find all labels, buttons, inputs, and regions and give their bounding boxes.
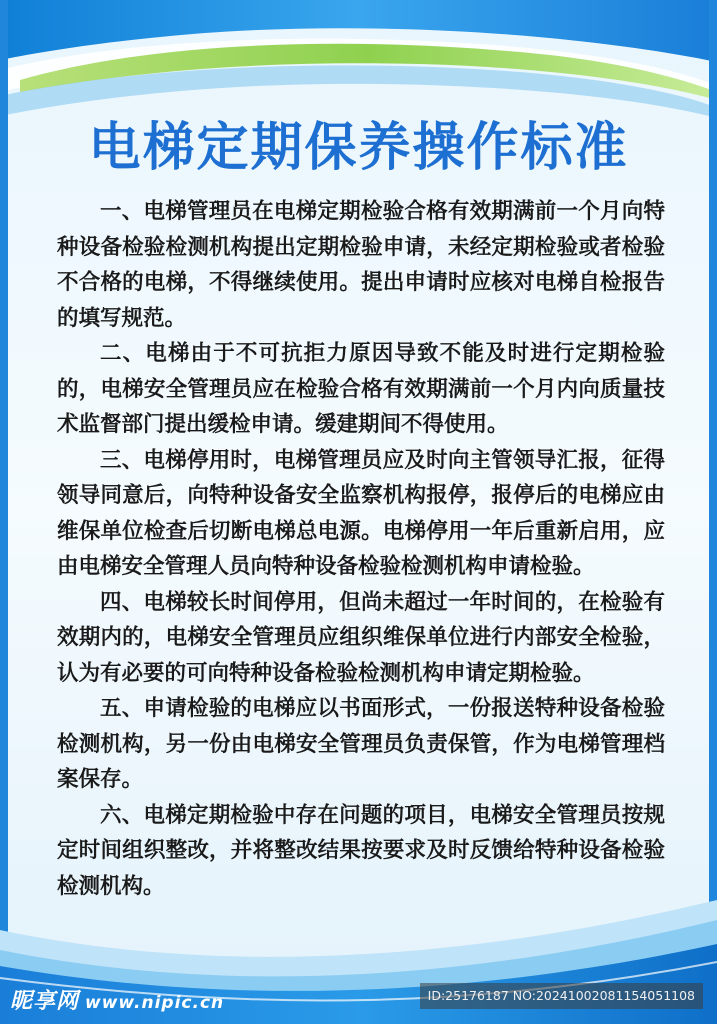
watermark-site: www.nipic.cn xyxy=(85,993,225,1013)
paragraph-3: 三、电梯停用时，电梯管理员应及时向主管领导汇报，征得领导同意后，向特种设备安全监察机构报停，报停后的电梯应由维保单位检查后切断电梯总电源。电梯停用一年后重新启用，应由电梯安全管理人员向特种设备检验检测机构申请检验。 xyxy=(57,447,665,579)
paragraph-2: 二、电梯由于不可抗拒力原因导致不能及时进行定期检验的，电梯安全管理员应在检验合格有效期满前一个月内向质量技术监督部门提出缓检申请。缓建期间不得使用。 xyxy=(57,341,665,437)
paragraph-1: 一、电梯管理员在电梯定期检验合格有效期满前一个月向特种设备检验检测机构提出定期检验申请，未经定期检验或者检验不合格的电梯，不得继续使用。提出申请时应核对电梯自检报告的填写规范。 xyxy=(57,199,665,331)
paragraph-5: 五、申请检验的电梯应以书面形式，一份报送特种设备检验检测机构，另一份由电梯安全管理员负责保管，作为电梯管理档案保存。 xyxy=(57,696,665,792)
page-title: 电梯定期保养操作标准 xyxy=(88,118,629,178)
watermark-logo xyxy=(10,984,224,1015)
paragraph-4: 四、电梯较长时间停用，但尚未超过一年时间的，在检验有效期内的，电梯安全管理员应组织维保单位进行内部安全检验，认为有必要的可向特种设备检验检测机构申请定期检验。 xyxy=(57,589,665,686)
body-content xyxy=(57,194,665,904)
watermark-logo-text: 昵享网 xyxy=(10,989,80,1014)
paragraph-6: 六、电梯定期检验中存在问题的项目，电梯安全管理员按规定时间组织整改，并将整改结果按要求及时反馈给特种设备检验检测机构。 xyxy=(57,802,665,899)
watermark-id: ID:25176187 NO:20241002081154051108 xyxy=(420,983,703,1009)
